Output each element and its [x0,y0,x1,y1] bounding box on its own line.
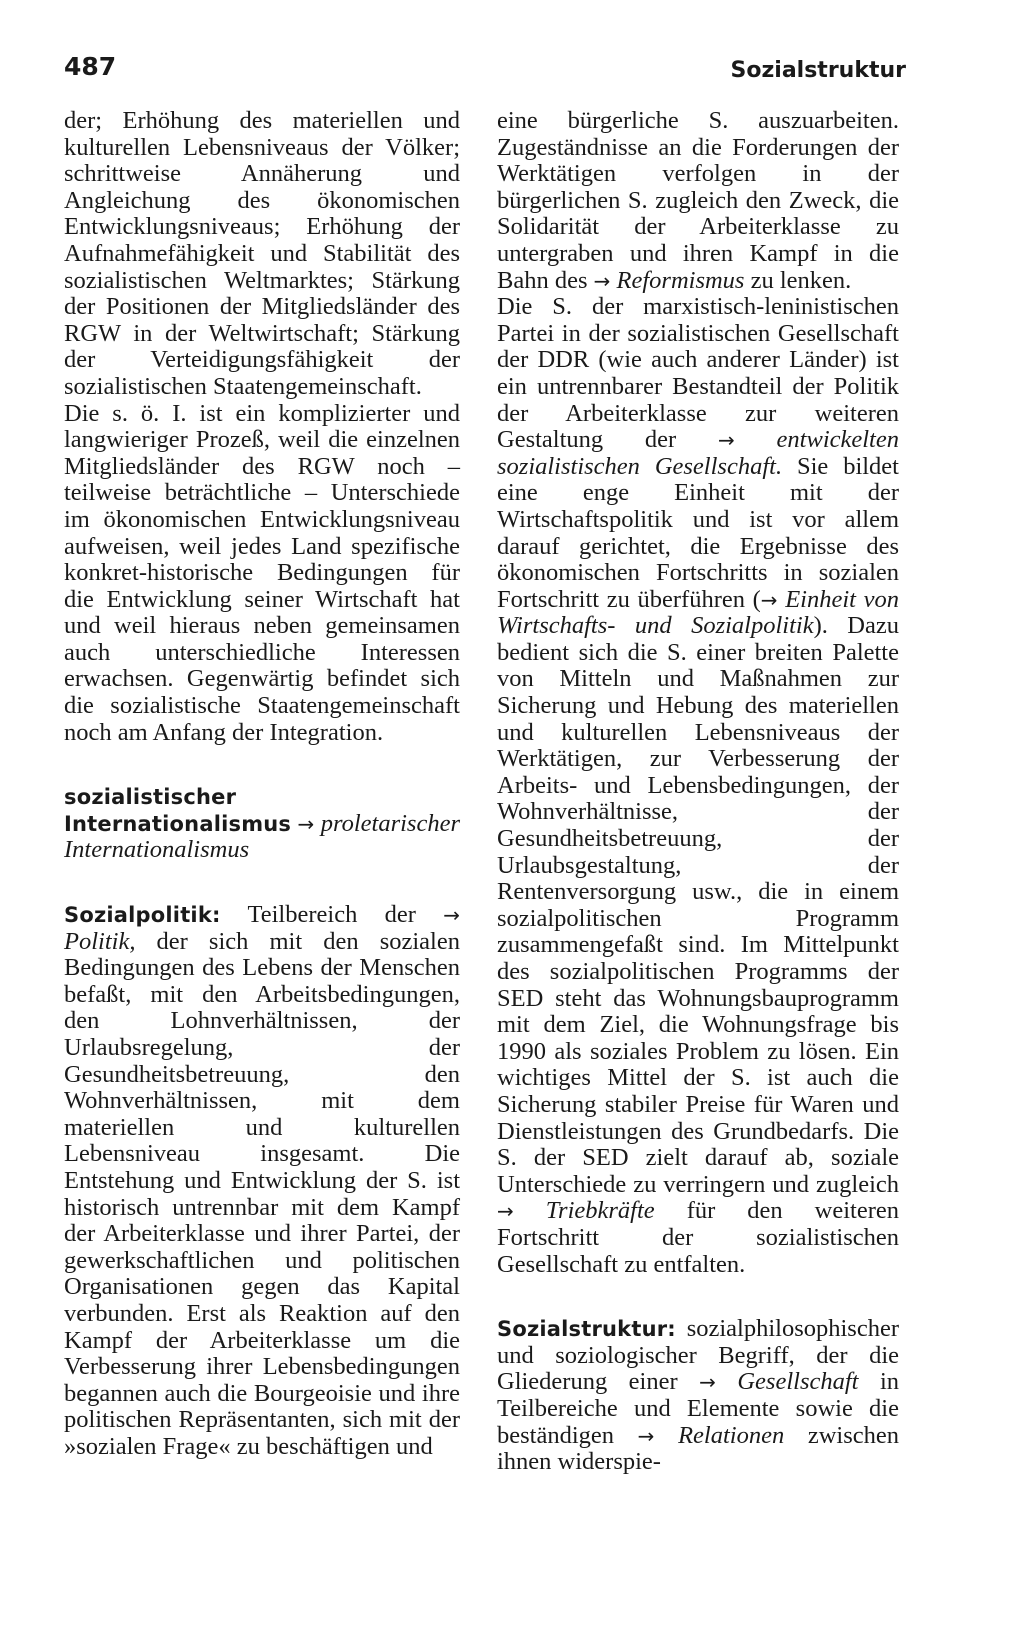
left-column [64,108,460,1461]
cross-reference-link[interactable]: Triebkräfte [545,1197,655,1225]
running-head: Sozialstruktur [730,58,906,83]
definition-text: sozialphilosophischer und soziologischer Begriff, der die Gliederung einer [497,1315,899,1396]
cross-reference-arrow-icon: → [443,903,460,928]
headword: Sozialpolitik: [64,903,221,928]
definition-text: zwischen ihnen widerspie- [497,1421,900,1476]
cross-reference-link[interactable]: proletarischer Internationalismus [64,809,460,864]
body-text: zu lenken. [750,266,852,294]
cross-reference-arrow-icon: → [760,587,778,612]
entry-sozialistischer-internationalismus [64,784,460,864]
right-column [497,108,899,1476]
cross-reference-arrow-icon: → [718,428,735,453]
body-text: Die S. der marxistisch-leninistischen Partei in der sozialistischen Gesellschaft der DDR (wie auch anderer Länder) ist ein untrennbarer Bestandteil der Politik der Arbeiterklasse zur weiteren Gestaltung der [497,293,899,454]
body-text: für den weiteren Fortschritt der sozialistischen Gesellschaft zu entfalten. [497,1197,899,1278]
cross-reference-link[interactable]: Reformismus [616,266,745,294]
body-text: eine bürgerliche S. auszuarbeiten. Zugeständnisse an die Forderungen der Werktätigen verfolgen in der bürgerlichen S. zugleich den Zweck, die Solidarität der Arbeiterklasse zu untergraben und ihren Kampf in die Bahn des [497,107,899,294]
page-number: 487 [64,52,117,81]
cross-reference-arrow-icon: → [297,811,315,836]
integration-paragraph: Die s. ö. I. ist ein komplizierter und langwieriger Prozeß, weil die einzelnen Mitgliedsländer des RGW noch – teilweise beträchtliche – Unterschiede im ökonomischen Entwicklungsniveau aufweisen, weil jedes Land spezifische konkret-historische Bedingungen für die Entwicklung seiner Wirtschaft hat und weil hieraus neben gemeinsamen auch unterschiedliche Interessen erwachsen. Gegenwärtig befindet sich die sozialistische Staatengemeinschaft noch am Anfang der Integration. [64,399,460,746]
sed-policy-paragraph [497,294,899,1278]
continuation-paragraph [497,108,899,294]
body-text: ). Dazu bedient sich die S. einer breiten Palette von Mitteln und Maßnahmen zur Sicherung und Hebung des materiellen und kulturellen Lebensniveaus der Werktätigen, zur Verbesserung der Arbeits- und Lebensbedingungen, der Wohnverhältnisse, der Gesundheitsbetreuung, der Urlaubsgestaltung, der Rentenversorgung usw., die in einem sozialpolitischen Programm zusammengefaßt sind. Im Mittelpunkt des sozialpolitischen Programms der SED steht das Wohnungsbauprogramm mit dem Ziel, die Wohnungsfrage bis 1990 als soziales Problem zu lösen. Ein wichtiges Mittel der S. ist auch die Sicherung stabiler Preise für Waren und Dienstleistungen des Grundbedarfs. Die S. der SED zielt darauf ab, soziale Unterschiede zu verringern und zugleich [497,612,900,1198]
cross-reference-arrow-icon: → [497,1199,514,1224]
cross-reference-link[interactable]: Politik, [64,927,136,955]
headword: Sozialstruktur: [497,1317,676,1342]
entry-sozialstruktur [497,1316,899,1476]
definition-text: Teilbereich der [247,901,416,929]
cross-reference-arrow-icon: → [637,1423,655,1448]
cross-reference-link[interactable]: Relationen [678,1421,785,1449]
definition-text: in Teilbereiche und Elemente sowie die beständigen [497,1368,900,1449]
headword: sozialistischer Internationalismus [64,785,292,836]
cross-reference-arrow-icon: → [699,1370,716,1395]
cross-reference-link[interactable]: Gesellschaft [737,1368,859,1396]
cross-reference-arrow-icon: → [593,268,611,293]
definition-text: der sich mit den sozialen Bedingungen des Lebens der Menschen befaßt, mit den Arbeitsbedingungen, den Lohnverhältnissen, der Urlaubsregelung, der Gesundheitsbetreuung, den Wohnverhältnissen, mit dem materiellen und kulturellen Lebensniveau insgesamt. Die Entstehung und Entwicklung der S. ist historisch untrennbar mit dem Kampf der Arbeiterklasse und ihrer Partei, der gewerkschaftlichen und politischen Organisationen gegen das Kapital verbunden. Erst als Reaktion auf den Kampf der Arbeiterklasse um die Verbesserung ihrer Lebensbedingungen begannen auch die Bourgeoisie und ihre politischen Repräsentanten, sich mit der »sozialen Frage« zu beschäftigen und [64,927,460,1460]
continuation-paragraph: der; Erhöhung des materiellen und kulturellen Lebensniveaus der Völker; schrittweise Annäherung und Angleichung des ökonomischen Entwicklungsniveaus; Erhöhung der Aufnahmefähigkeit und Stabilität des sozialistischen Weltmarktes; Stärkung der Positionen der Mitgliedsländer des RGW in der Weltwirtschaft; Stärkung der Verteidigungsfähigkeit der sozialistischen Staatengemeinschaft. [64,107,460,400]
cross-reference-link[interactable]: Einheit von Wirtschafts- und Sozialpolitik [497,585,900,640]
body-text: Sie bildet eine enge Einheit mit der Wirtschaftspolitik und ist vor allem darauf gerichtet, die Ergebnisse des ökonomischen Fortschritts in sozialen Fortschritt zu überführen ( [497,452,899,613]
cross-reference-link[interactable]: entwickelten sozialistischen Gesellschaft. [497,426,899,480]
entry-sozialpolitik [64,902,460,1460]
